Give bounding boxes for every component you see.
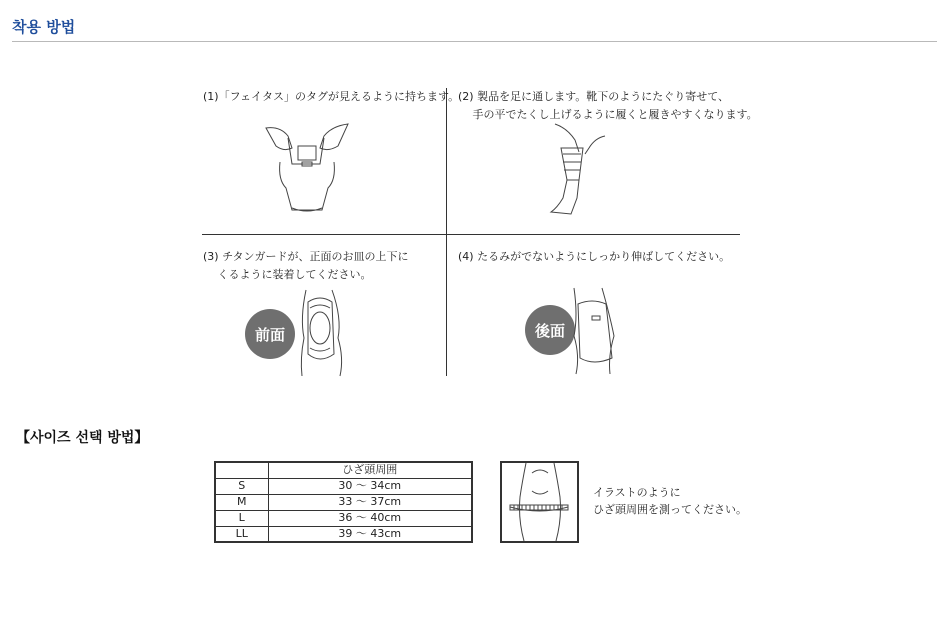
step-2-line-1: (2) 製品を足に通します。靴下のようにたぐり寄せて、 xyxy=(458,90,729,103)
step-3-knee-illustration xyxy=(298,288,348,378)
step-1-text xyxy=(203,88,459,106)
front-badge: 前面 xyxy=(245,309,295,359)
step-2-illustration xyxy=(545,118,610,218)
size-heading: 【사이즈 선택 방법】 xyxy=(16,430,149,446)
step-1-line-1: (1)「フェイタス」のタグが見えるように持ちます。 xyxy=(203,90,460,103)
table-row xyxy=(215,526,472,542)
table-row xyxy=(215,494,472,510)
measure-instruction xyxy=(593,484,747,518)
size-table xyxy=(214,461,473,543)
size-cell: LL xyxy=(215,526,268,542)
table-row xyxy=(215,510,472,526)
grid-horizontal-divider xyxy=(202,234,740,235)
step-4-knee-illustration xyxy=(570,286,620,376)
size-cell: L xyxy=(215,510,268,526)
knee-measure-illustration xyxy=(502,463,577,541)
measure-illustration-box xyxy=(500,461,579,543)
table-header-row xyxy=(215,462,472,478)
title-divider xyxy=(12,41,937,42)
section-title: 착용 방법 xyxy=(12,18,76,36)
size-cell: M xyxy=(215,494,268,510)
step-3-line-1: (3) チタンガードが、正面のお皿の上下に xyxy=(203,250,409,263)
grid-vertical-divider xyxy=(446,88,447,376)
step-3-text xyxy=(203,248,409,284)
measure-instruction-line-1: イラストのように xyxy=(593,486,681,499)
size-cell: S xyxy=(215,478,268,494)
range-cell: 36 ～ 40cm xyxy=(268,510,472,526)
table-row xyxy=(215,478,472,494)
step-2-line-2: 手の平でたくし上げるように履くと履きやすくなります。 xyxy=(458,108,758,121)
step-1-illustration xyxy=(262,118,352,218)
table-header-cell xyxy=(215,462,268,478)
measure-instruction-line-2: ひざ頭周囲を測ってください。 xyxy=(593,503,747,516)
step-3-line-2: くるように装着してください。 xyxy=(203,268,372,281)
step-4-line-1: (4) たるみがでないようにしっかり伸ばしてください。 xyxy=(458,250,731,263)
back-badge: 後面 xyxy=(525,305,575,355)
range-cell: 30 ～ 34cm xyxy=(268,478,472,494)
range-cell: 39 ～ 43cm xyxy=(268,526,472,542)
range-cell: 33 ～ 37cm xyxy=(268,494,472,510)
step-4-text xyxy=(458,248,730,266)
table-header-cell: ひざ頭周囲 xyxy=(268,462,472,478)
